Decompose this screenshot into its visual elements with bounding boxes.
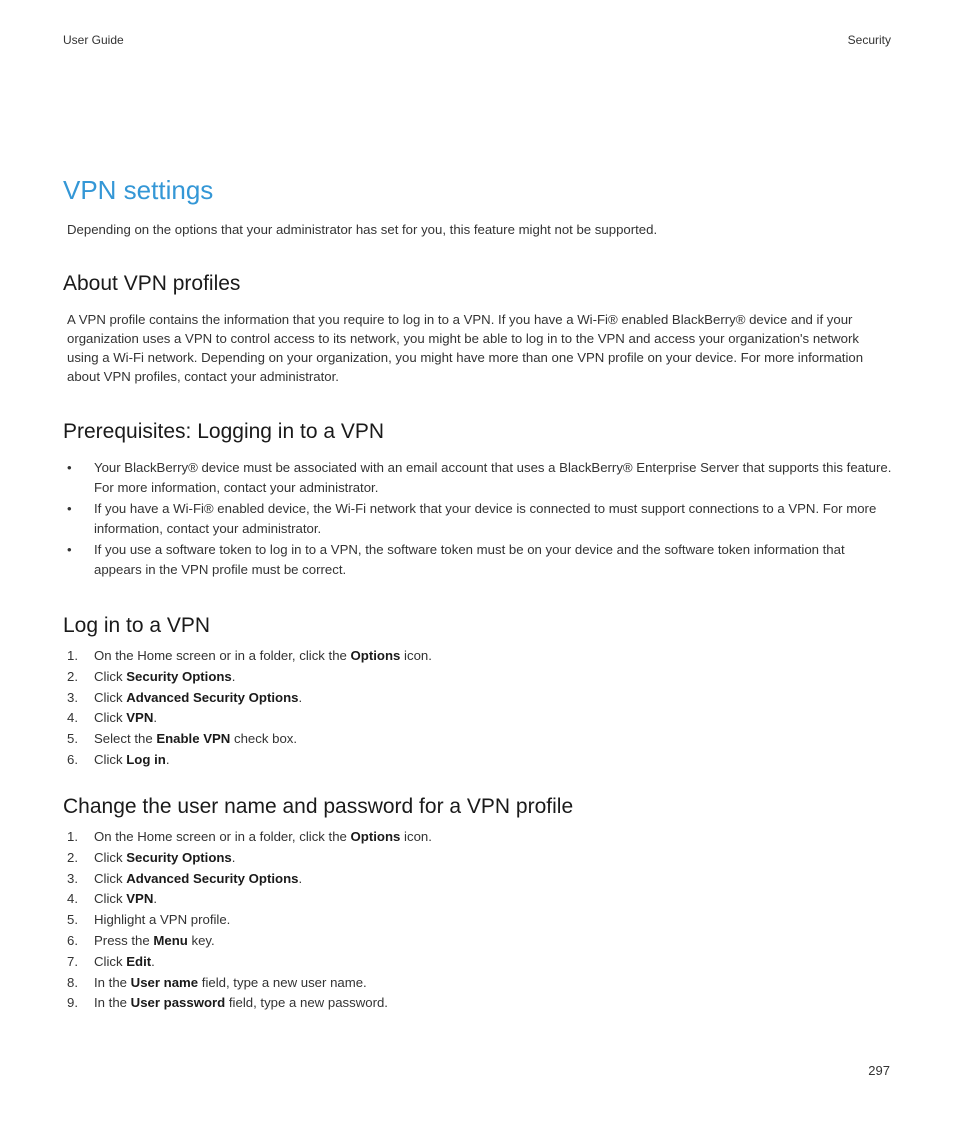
step-text: In the (94, 995, 131, 1011)
step-number: 3. (67, 870, 78, 886)
step-number: 4. (67, 710, 78, 726)
step-text: Select the (94, 731, 157, 747)
step-item (63, 729, 893, 750)
step-text: Click (94, 710, 127, 726)
step-text-end: . (231, 849, 236, 865)
step-number: 4. (67, 891, 78, 907)
step-ui-term: VPN (126, 891, 154, 907)
step-text-end: icon. (400, 829, 432, 844)
step-text: Click (94, 689, 127, 705)
step-text: Highlight a VPN profile. (94, 912, 231, 928)
step-text-end: . (298, 689, 303, 705)
list-item (63, 458, 893, 498)
bullet-marker: • (67, 501, 72, 516)
list-item-text: Your BlackBerry® device must be associated with an email account that uses a BlackBerry® Enterprise Server that supports this feature. For more information, contact your administrator. (94, 460, 892, 495)
step-number: 7. (67, 953, 78, 969)
step-number: 2. (67, 668, 78, 684)
step-ui-term: Security Options (126, 849, 232, 865)
step-item (63, 750, 893, 771)
step-item (63, 931, 893, 952)
bullet-marker: • (67, 542, 72, 557)
step-text: In the (94, 974, 131, 990)
step-ui-term: Options (350, 829, 401, 844)
step-ui-term: Edit (126, 953, 152, 969)
step-item (63, 848, 893, 869)
step-number: 5. (67, 912, 78, 928)
step-text-end: check box. (230, 731, 298, 747)
heading-about-vpn-profiles: About VPN profiles (63, 272, 241, 295)
step-number: 6. (67, 751, 78, 767)
step-text-end: . (165, 751, 170, 767)
step-number: 6. (67, 932, 78, 948)
step-text-end: . (153, 891, 158, 907)
step-text-end: . (298, 870, 303, 886)
header-section-name: Security (847, 33, 891, 47)
heading-log-in-to-vpn: Log in to a VPN (63, 614, 211, 637)
step-text-end: field, type a new user name. (198, 974, 367, 990)
step-ui-term: Menu (153, 932, 188, 948)
list-item (63, 540, 893, 580)
step-item (63, 688, 893, 709)
step-item (63, 646, 893, 667)
step-text: Click (94, 849, 127, 865)
step-ui-term: Log in (126, 751, 166, 767)
page-title: VPN settings (63, 175, 214, 205)
step-text: Press the (94, 932, 154, 948)
step-ui-term: Advanced Security Options (126, 870, 299, 886)
step-item (63, 827, 893, 848)
step-item (63, 667, 893, 688)
bullet-marker: • (67, 460, 72, 475)
step-item (63, 910, 893, 931)
step-text: Click (94, 953, 127, 969)
step-ui-term: VPN (126, 710, 154, 726)
step-item (63, 993, 893, 1014)
step-number: 9. (67, 995, 78, 1011)
step-ui-term: User name (130, 974, 199, 990)
step-text-end: field, type a new password. (225, 995, 388, 1011)
step-ui-term: Options (350, 648, 401, 663)
list-item (63, 499, 893, 539)
step-text-end: . (151, 953, 155, 969)
step-ui-term: User password (130, 995, 226, 1011)
step-text: Click (94, 668, 127, 684)
change-credentials-steps (63, 827, 893, 1014)
step-number: 2. (67, 849, 78, 865)
step-number: 1. (67, 648, 78, 663)
step-number: 5. (67, 731, 78, 747)
step-number: 1. (67, 829, 78, 844)
step-text-end: key. (187, 932, 215, 948)
step-text-end: . (153, 710, 158, 726)
step-text-end: icon. (400, 648, 432, 663)
header-doc-title: User Guide (63, 33, 124, 47)
intro-note: Depending on the options that your administrator has set for you, this feature might not be supported. (67, 222, 658, 237)
prerequisites-list (63, 458, 893, 581)
step-item (63, 869, 893, 890)
step-item (63, 708, 893, 729)
step-ui-term: Enable VPN (156, 731, 231, 747)
step-text: Click (94, 891, 127, 907)
step-item (63, 973, 893, 994)
step-number: 3. (67, 689, 78, 705)
heading-prerequisites: Prerequisites: Logging in to a VPN (63, 420, 385, 443)
list-item-text: If you use a software token to log in to a VPN, the software token must be on your device and the software token information that appears in the VPN profile must be correct. (94, 542, 845, 577)
about-vpn-profiles-text: A VPN profile contains the information that you require to log in to a VPN. If you have a Wi-Fi® enabled BlackBerry® device and if your organization uses a VPN to control access to its network, you might be able to log in to the VPN and access your organization's network using a Wi-Fi network. Depending on your organization, you might have more than one VPN profile on your device. For more information about VPN profiles, contact your administrator. (67, 312, 864, 384)
step-ui-term: Security Options (126, 668, 232, 684)
step-number: 8. (67, 974, 78, 990)
step-item (63, 889, 893, 910)
step-text-end: . (231, 668, 236, 684)
step-text: On the Home screen or in a folder, click the (94, 829, 351, 844)
page-number: 297 (868, 1063, 890, 1078)
step-item (63, 952, 893, 973)
log-in-steps (63, 646, 893, 771)
step-text: On the Home screen or in a folder, click the (94, 648, 351, 663)
list-item-text: If you have a Wi-Fi® enabled device, the Wi-Fi network that your device is connected to must support connections to a VPN. For more information, contact your administrator. (94, 501, 877, 536)
heading-change-user-name-password: Change the user name and password for a VPN profile (63, 795, 574, 818)
step-ui-term: Advanced Security Options (126, 689, 299, 705)
step-text: Click (94, 870, 127, 886)
step-text: Click (94, 751, 127, 767)
